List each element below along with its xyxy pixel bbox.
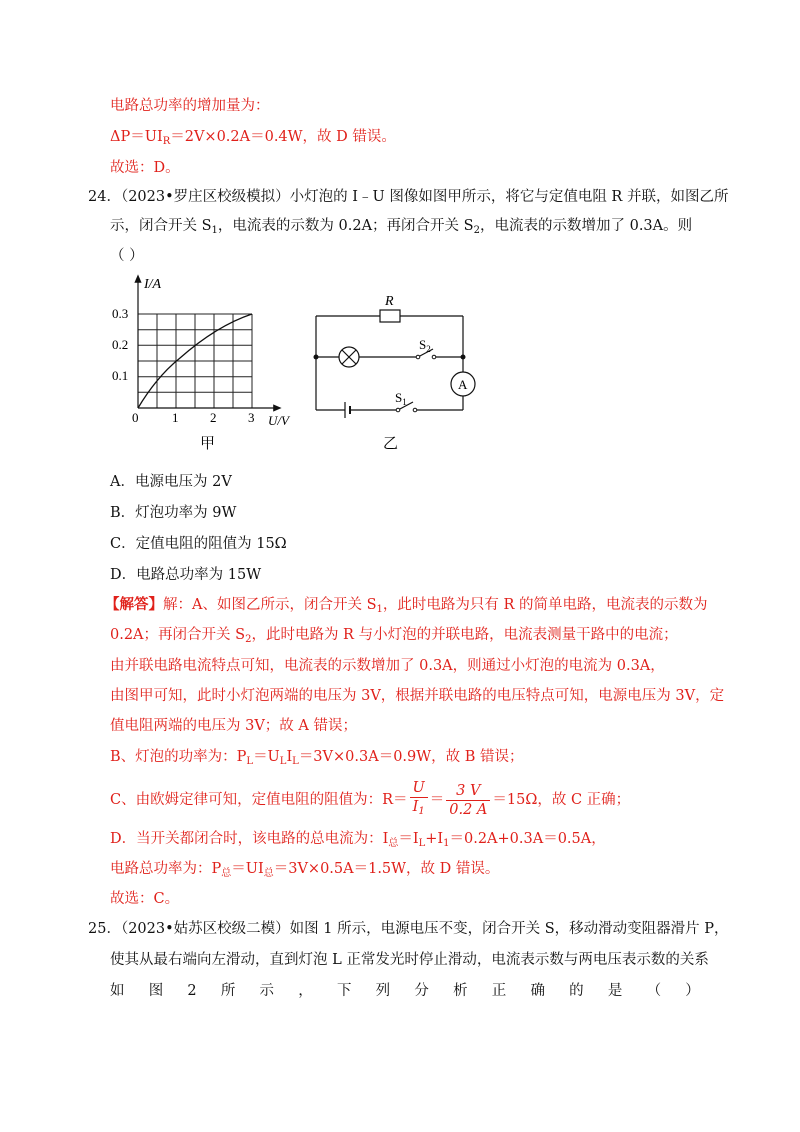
ammeter-label: A [458, 377, 468, 392]
option-b-text: 灯泡功率为 9W [135, 505, 237, 521]
iu-graph [110, 270, 300, 455]
answer-line-b [110, 746, 524, 773]
q24-line2-c: ，电流表的示数增加了 0.3A。则 [479, 218, 693, 234]
answer-d2-mid: ＝UI [231, 861, 264, 877]
q25-line3-word: 示 [259, 983, 275, 999]
prev-line1-text: 电路总功率的增加量为： [110, 98, 270, 114]
q24-blank [110, 245, 144, 267]
option-a [110, 471, 232, 493]
junction-right [461, 355, 466, 360]
prev-line1 [110, 95, 270, 117]
answer-b1-sub3: L [292, 756, 299, 767]
answer-c-rest: ＝15Ω，故 C 正确； [492, 792, 631, 808]
q24-line2-b: ，电流表的示数为 0.2A；再闭合开关 S [217, 218, 474, 234]
r-label: R [385, 294, 394, 309]
answer-line-c [110, 776, 630, 824]
xtick-1: 1 [172, 410, 179, 425]
option-a-letter: A． [110, 474, 135, 490]
q25-line1 [88, 918, 729, 940]
option-c-letter: C． [110, 536, 136, 552]
q25-line3 [110, 980, 700, 1002]
option-d-letter: D． [110, 567, 137, 583]
q24-line2-s1: 1 [211, 225, 218, 236]
circuit-diagram [305, 290, 495, 460]
graph-ylabel: I/A [144, 277, 162, 292]
q25-line3-word: ， [298, 983, 313, 999]
xtick-0: 0 [132, 410, 139, 425]
q25-line3-word: 下 [336, 983, 352, 999]
q25-line3-word: 正 [491, 983, 507, 999]
q24-line2 [110, 215, 692, 242]
q25-line3-word: 是 [607, 983, 623, 999]
answer-a2-sub: 2 [245, 634, 252, 645]
answer-d1-rest: ＝0.2A+0.3A＝0.5A， [449, 831, 606, 847]
answer-line4 [110, 685, 724, 707]
answer-line2 [110, 624, 678, 651]
graph-caption: 甲 [200, 434, 216, 452]
xtick-3: 3 [248, 410, 255, 425]
circuit-caption: 乙 [383, 434, 399, 452]
q25-line3-word: 2 [187, 983, 197, 999]
option-a-text: 电源电压为 2V [134, 474, 232, 490]
ytick-0.1: 0.1 [112, 368, 129, 383]
option-c [110, 533, 287, 555]
answer-d2-sub2: 总 [263, 868, 274, 879]
frac1-denominator [410, 798, 428, 821]
q24-line1 [88, 186, 728, 208]
answer-d2-sub: 总 [221, 868, 232, 879]
q24-line2-s2: 2 [473, 225, 480, 236]
graph-grid [138, 314, 252, 408]
answer-b1-rest: ＝3V×0.3A＝0.9W，故 B 错误； [298, 749, 524, 765]
answer-line3 [110, 655, 665, 677]
prev-line3-text: 故选：D。 [110, 160, 180, 176]
frac2-numerator: 3 V [446, 782, 490, 801]
fraction-3v-over-02a [446, 782, 490, 819]
prev-line3 [110, 157, 180, 179]
answer-d1-mid: ＝I [398, 831, 419, 847]
resistor-r [380, 310, 400, 322]
answer-d1-sub3: 1 [443, 838, 450, 849]
answer-a5: 值电阻两端的电压为 3V；故 A 错误； [110, 718, 357, 734]
answer-b1-mid: ＝U [253, 749, 280, 765]
answer-a2-rest: ，此时电路为 R 与小灯泡的并联电路，电流表测量干路中的电流； [251, 627, 678, 643]
q25-line3-word: 分 [414, 983, 429, 999]
q25-line2 [110, 949, 709, 971]
fraction-u-over-i [410, 779, 428, 821]
q25-line3-word: ） [685, 983, 700, 999]
prev-line2 [110, 126, 396, 153]
prev-line2-text: ΔP＝UI [110, 129, 163, 145]
q24-line2-a: 示，闭合开关 S [110, 218, 212, 234]
answer-final [110, 888, 179, 910]
option-b [110, 502, 236, 524]
answer-b1-sub1: L [246, 756, 254, 767]
s2-label: $S_2$ [419, 337, 431, 354]
ytick-0.2: 0.2 [112, 337, 129, 352]
prev-line2-rest: ＝2V×0.2A＝0.4W，故 D 错误。 [170, 129, 396, 145]
frac1-den-text: I [412, 799, 419, 815]
prev-line2-sub: R [162, 136, 171, 147]
answer-d1-sub2: L [418, 838, 426, 849]
answer-d1-mid2: +I [425, 831, 444, 847]
q25-line3-word: 图 [148, 983, 164, 999]
ytick-0.3: 0.3 [112, 306, 129, 321]
frac2-denominator: 0.2 A [449, 801, 488, 818]
q25-line3-word: （ [646, 983, 662, 999]
answer-a1-sub: 1 [376, 604, 383, 615]
answer-a3: 由并联电路电流特点可知，电流表的示数增加了 0.3A，则通过小灯泡的电流为 0.3A， [110, 658, 665, 674]
q24-line1-text: （2023•罗庄区校级模拟）小灯泡的 I﹣U 图像如图甲所示，将它与定值电阻 R 并联，如图乙所 [120, 189, 729, 205]
answer-d2: 电路总功率为：P [110, 861, 222, 877]
xtick-2: 2 [210, 410, 217, 425]
option-c-text: 定值电阻的阻值为 15Ω [135, 536, 287, 552]
answer-a1: 解：A、如图乙所示，闭合开关 S [163, 597, 377, 613]
answer-a2: 0.2A；再闭合开关 S [110, 627, 246, 643]
answer-a4: 由图甲可知，此时小灯泡两端的电压为 3V，根据并联电路的电压特点可知，电源电压为 3V，定 [110, 688, 725, 704]
answer-c1: C、由欧姆定律可知，定值电阻的阻值为：R＝ [110, 792, 408, 808]
answer-b1-mid2: I [286, 749, 293, 765]
answer-line-d1 [110, 828, 606, 855]
answer-a1-rest: ，此时电路为只有 R 的简单电路，电流表的示数为 [382, 597, 708, 613]
answer-line-d2 [110, 858, 499, 885]
frac1-numerator: U [410, 779, 428, 798]
q25-line3-word: 如 [110, 983, 125, 999]
option-d [110, 564, 261, 586]
s1-label: $S_1$ [395, 390, 407, 407]
answer-final-text: 故选：C。 [110, 891, 180, 907]
answer-line5 [110, 715, 357, 737]
q25-line3-word: 列 [375, 983, 391, 999]
option-b-letter: B． [110, 505, 136, 521]
answer-d1-sub: 总 [388, 838, 399, 849]
q25-line3-word: 所 [220, 983, 236, 999]
q25-line3-word: 的 [569, 983, 584, 999]
q24-blank-text: （ ） [110, 248, 144, 264]
graph-xlabel: U/V [268, 413, 289, 428]
junction-left [314, 355, 319, 360]
answer-tag: 【解答】 [105, 596, 163, 613]
q24-number: 24． [88, 189, 121, 205]
answer-d1: D．当开关都闭合时，该电路的总电流为：I [110, 831, 389, 847]
answer-line1 [105, 594, 708, 621]
answer-d2-rest: ＝3V×0.5A＝1.5W，故 D 错误。 [273, 861, 500, 877]
q25-line2-text: 使其从最右端向左滑动，直到灯泡 L 正常发光时停止滑动，电流表示数与两电压表示数的关系 [110, 952, 709, 968]
answer-c-eq: ＝ [429, 792, 445, 808]
option-d-text: 电路总功率为 15W [136, 567, 262, 583]
q25-number: 25． [88, 921, 121, 937]
q25-line3-word: 析 [453, 983, 468, 999]
answer-b1: B、灯泡的功率为：P [110, 749, 247, 765]
q25-line1-text: （2023•姑苏区校级二模）如图 1 所示，电源电压不变，闭合开关 S，移动滑动变阻器滑片 P， [120, 921, 729, 937]
q25-line3-word: 确 [530, 983, 545, 999]
frac1-den-sub: 1 [418, 806, 425, 817]
answer-b1-sub2: L [279, 756, 287, 767]
